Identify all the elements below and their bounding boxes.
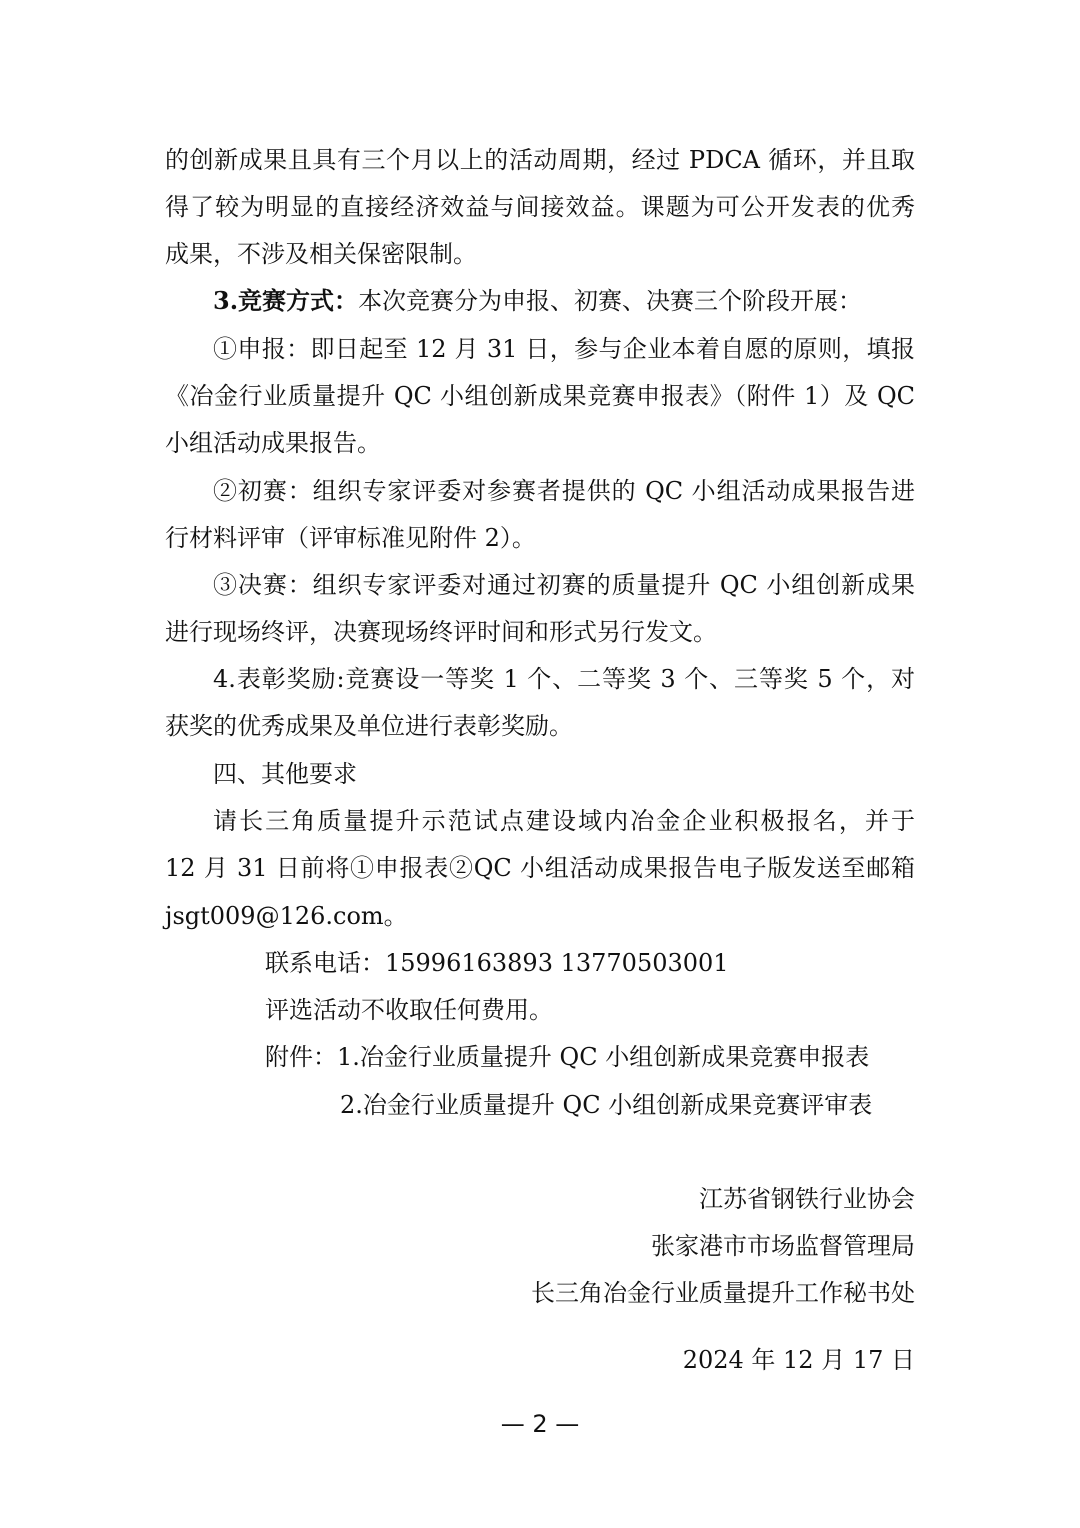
paragraph-line: 小组活动成果报告。 xyxy=(165,429,381,457)
paragraph-line: 得了较为明显的直接经济效益与间接效益。课题为可公开发表的优秀 xyxy=(165,193,915,221)
attachment-2: 2.冶金行业质量提升 QC 小组创新成果竞赛评审表 xyxy=(340,1091,873,1119)
paragraph-line: 《冶金行业质量提升 QC 小组创新成果竞赛申报表》（附件 1）及 QC xyxy=(165,382,915,410)
paragraph-line: 行材料评审（评审标准见附件 2）。 xyxy=(165,524,536,552)
paragraph-line: 进行现场终评，决赛现场终评时间和形式另行发文。 xyxy=(165,618,717,646)
no-fee-note: 评选活动不收取任何费用。 xyxy=(265,996,553,1024)
signature-org-2: 张家港市市场监督管理局 xyxy=(651,1232,915,1260)
section-heading: 四、其他要求 xyxy=(213,760,357,788)
section-3-line xyxy=(213,285,862,317)
paragraph-line: 请长三角质量提升示范试点建设域内冶金企业积极报名，并于 xyxy=(213,807,915,835)
signature-org-3: 长三角冶金行业质量提升工作秘书处 xyxy=(531,1279,915,1307)
attachment-1: 附件：1.冶金行业质量提升 QC 小组创新成果竞赛申报表 xyxy=(265,1043,870,1071)
signature-org-1: 江苏省钢铁行业协会 xyxy=(699,1185,915,1213)
paragraph-line: 4.表彰奖励:竞赛设一等奖 1 个、二等奖 3 个、三等奖 5 个，对 xyxy=(213,665,915,693)
page-number: — 2 — xyxy=(500,1410,580,1438)
paragraph-line: 成果，不涉及相关保密限制。 xyxy=(165,240,477,268)
paragraph-line: 的创新成果且具有三个月以上的活动周期，经过 PDCA 循环，并且取 xyxy=(165,146,915,174)
paragraph-line: 12 月 31 日前将①申报表②QC 小组活动成果报告电子版发送至邮箱 xyxy=(165,854,915,882)
email-address: jsgt009@126.com。 xyxy=(165,902,408,930)
section-3-text: 本次竞赛分为申报、初赛、决赛三个阶段开展： xyxy=(358,287,863,315)
paragraph-line: ①申报：即日起至 12 月 31 日，参与企业本着自愿的原则，填报 xyxy=(213,335,915,363)
paragraph-line: 获奖的优秀成果及单位进行表彰奖励。 xyxy=(165,712,573,740)
paragraph-line: ③决赛：组织专家评委对通过初赛的质量提升 QC 小组创新成果 xyxy=(213,571,915,599)
paragraph-line: ②初赛：组织专家评委对参赛者提供的 QC 小组活动成果报告进 xyxy=(213,477,915,505)
signature-date: 2024 年 12 月 17 日 xyxy=(682,1346,915,1374)
section-3-label: 3.竞赛方式： xyxy=(213,286,359,315)
contact-phone: 联系电话：15996163893 13770503001 xyxy=(265,949,729,977)
